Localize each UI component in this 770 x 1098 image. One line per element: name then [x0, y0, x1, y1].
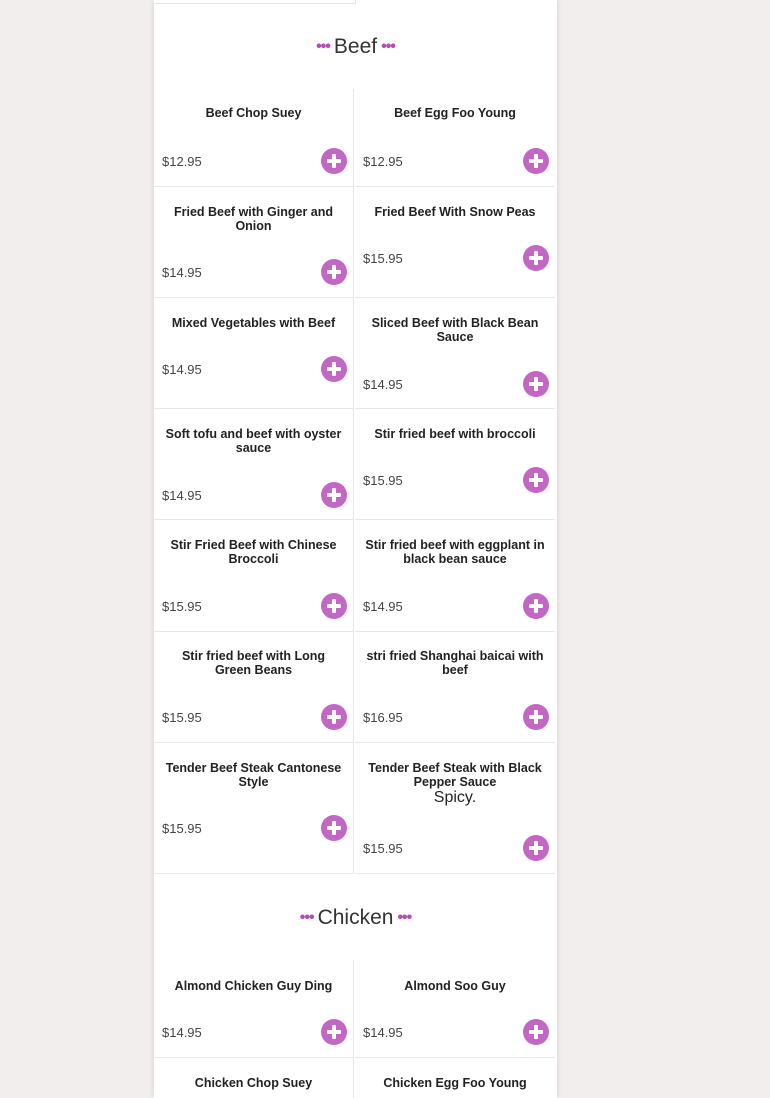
menu-item[interactable]: [355, 960, 555, 1058]
item-name: Soft tofu and beef with oyster sauce: [165, 427, 342, 455]
item-price: $15.95: [363, 473, 403, 488]
item-name: Mixed Vegetables with Beef: [171, 316, 336, 330]
add-to-cart-plus-icon[interactable]: [321, 704, 347, 730]
menu-item[interactable]: [154, 89, 354, 187]
add-to-cart-plus-icon[interactable]: [523, 1019, 549, 1045]
menu-item[interactable]: [355, 1058, 555, 1098]
item-name: stri fried Shanghai baicai with beef: [366, 649, 544, 677]
item-name: Almond Chicken Guy Ding: [174, 979, 333, 993]
item-price: $14.95: [162, 1025, 202, 1040]
menu-item[interactable]: [355, 743, 555, 874]
menu-item[interactable]: [154, 187, 354, 298]
add-to-cart-plus-icon[interactable]: [321, 1019, 347, 1045]
menu-item[interactable]: [355, 409, 555, 520]
item-price: $14.95: [162, 362, 202, 377]
dots-icon: •••: [299, 909, 314, 926]
menu-item[interactable]: [154, 409, 354, 520]
add-to-cart-plus-icon[interactable]: [523, 148, 549, 174]
menu-item[interactable]: [355, 187, 555, 298]
dots-icon: •••: [316, 38, 330, 55]
add-to-cart-plus-icon[interactable]: [321, 815, 347, 841]
item-name: Almond Soo Guy: [404, 979, 506, 993]
previous-section-end: [154, 0, 557, 4]
menu-item[interactable]: [154, 520, 354, 632]
item-price: $14.95: [363, 377, 403, 392]
item-price: $12.95: [162, 154, 202, 169]
item-name: Chicken Egg Foo Young: [383, 1076, 527, 1090]
item-name: Stir Fried Beef with Chinese Broccoli: [170, 538, 337, 566]
item-price: $15.95: [162, 821, 202, 836]
add-to-cart-plus-icon[interactable]: [321, 148, 347, 174]
item-price: $15.95: [363, 251, 403, 266]
menu-item[interactable]: [355, 632, 555, 743]
menu-item[interactable]: [154, 960, 354, 1058]
add-to-cart-plus-icon[interactable]: [523, 835, 549, 861]
item-price: $15.95: [162, 599, 202, 614]
spicy-note: Spicy.: [433, 789, 477, 806]
item-name: Stir fried beef with Long Green Beans: [181, 649, 326, 677]
menu-item[interactable]: [154, 743, 354, 874]
add-to-cart-plus-icon[interactable]: [321, 259, 347, 285]
item-name: Fried Beef with Ginger and Onion: [173, 205, 334, 233]
item-name: Beef Egg Foo Young: [394, 106, 516, 120]
add-to-cart-plus-icon[interactable]: [321, 356, 347, 382]
menu-item[interactable]: [355, 89, 555, 187]
add-to-cart-plus-icon[interactable]: [321, 482, 347, 508]
item-name: Stir fried beef with broccoli: [374, 427, 536, 441]
add-to-cart-plus-icon[interactable]: [523, 371, 549, 397]
item-price: $16.95: [363, 710, 403, 725]
item-name: Fried Beef With Snow Peas: [374, 205, 536, 219]
item-name: Chicken Chop Suey: [194, 1076, 313, 1090]
item-price: $15.95: [162, 710, 202, 725]
add-to-cart-plus-icon[interactable]: [321, 593, 347, 619]
item-name: Beef Chop Suey: [205, 106, 302, 120]
add-to-cart-plus-icon[interactable]: [523, 245, 549, 271]
section-header-beef: [154, 35, 557, 59]
add-to-cart-plus-icon[interactable]: [523, 593, 549, 619]
menu-item[interactable]: [355, 520, 555, 632]
section-title: Chicken: [317, 906, 394, 929]
menu-panel: [154, 0, 557, 1098]
item-price: $14.95: [363, 599, 403, 614]
item-name: Sliced Beef with Black Bean Sauce: [371, 316, 539, 344]
menu-item[interactable]: [154, 632, 354, 743]
dots-icon: •••: [397, 909, 412, 926]
dots-icon: •••: [381, 38, 395, 55]
menu-item[interactable]: [154, 1058, 354, 1098]
item-name: Stir fried beef with eggplant in black bean sauce: [365, 538, 545, 566]
section-title: Beef: [333, 35, 378, 58]
section-header-chicken: [154, 906, 557, 930]
menu-item[interactable]: [355, 298, 555, 409]
item-name: Tender Beef Steak Cantonese Style: [165, 761, 342, 789]
item-price: $14.95: [363, 1025, 403, 1040]
item-name: Tender Beef Steak with Black Pepper Sauce: [368, 761, 542, 789]
add-to-cart-plus-icon[interactable]: [523, 704, 549, 730]
item-price: $15.95: [363, 841, 403, 856]
item-price: $12.95: [363, 154, 403, 169]
menu-item[interactable]: [154, 298, 354, 409]
item-price: $14.95: [162, 265, 202, 280]
item-price: $14.95: [162, 488, 202, 503]
add-to-cart-plus-icon[interactable]: [523, 467, 549, 493]
